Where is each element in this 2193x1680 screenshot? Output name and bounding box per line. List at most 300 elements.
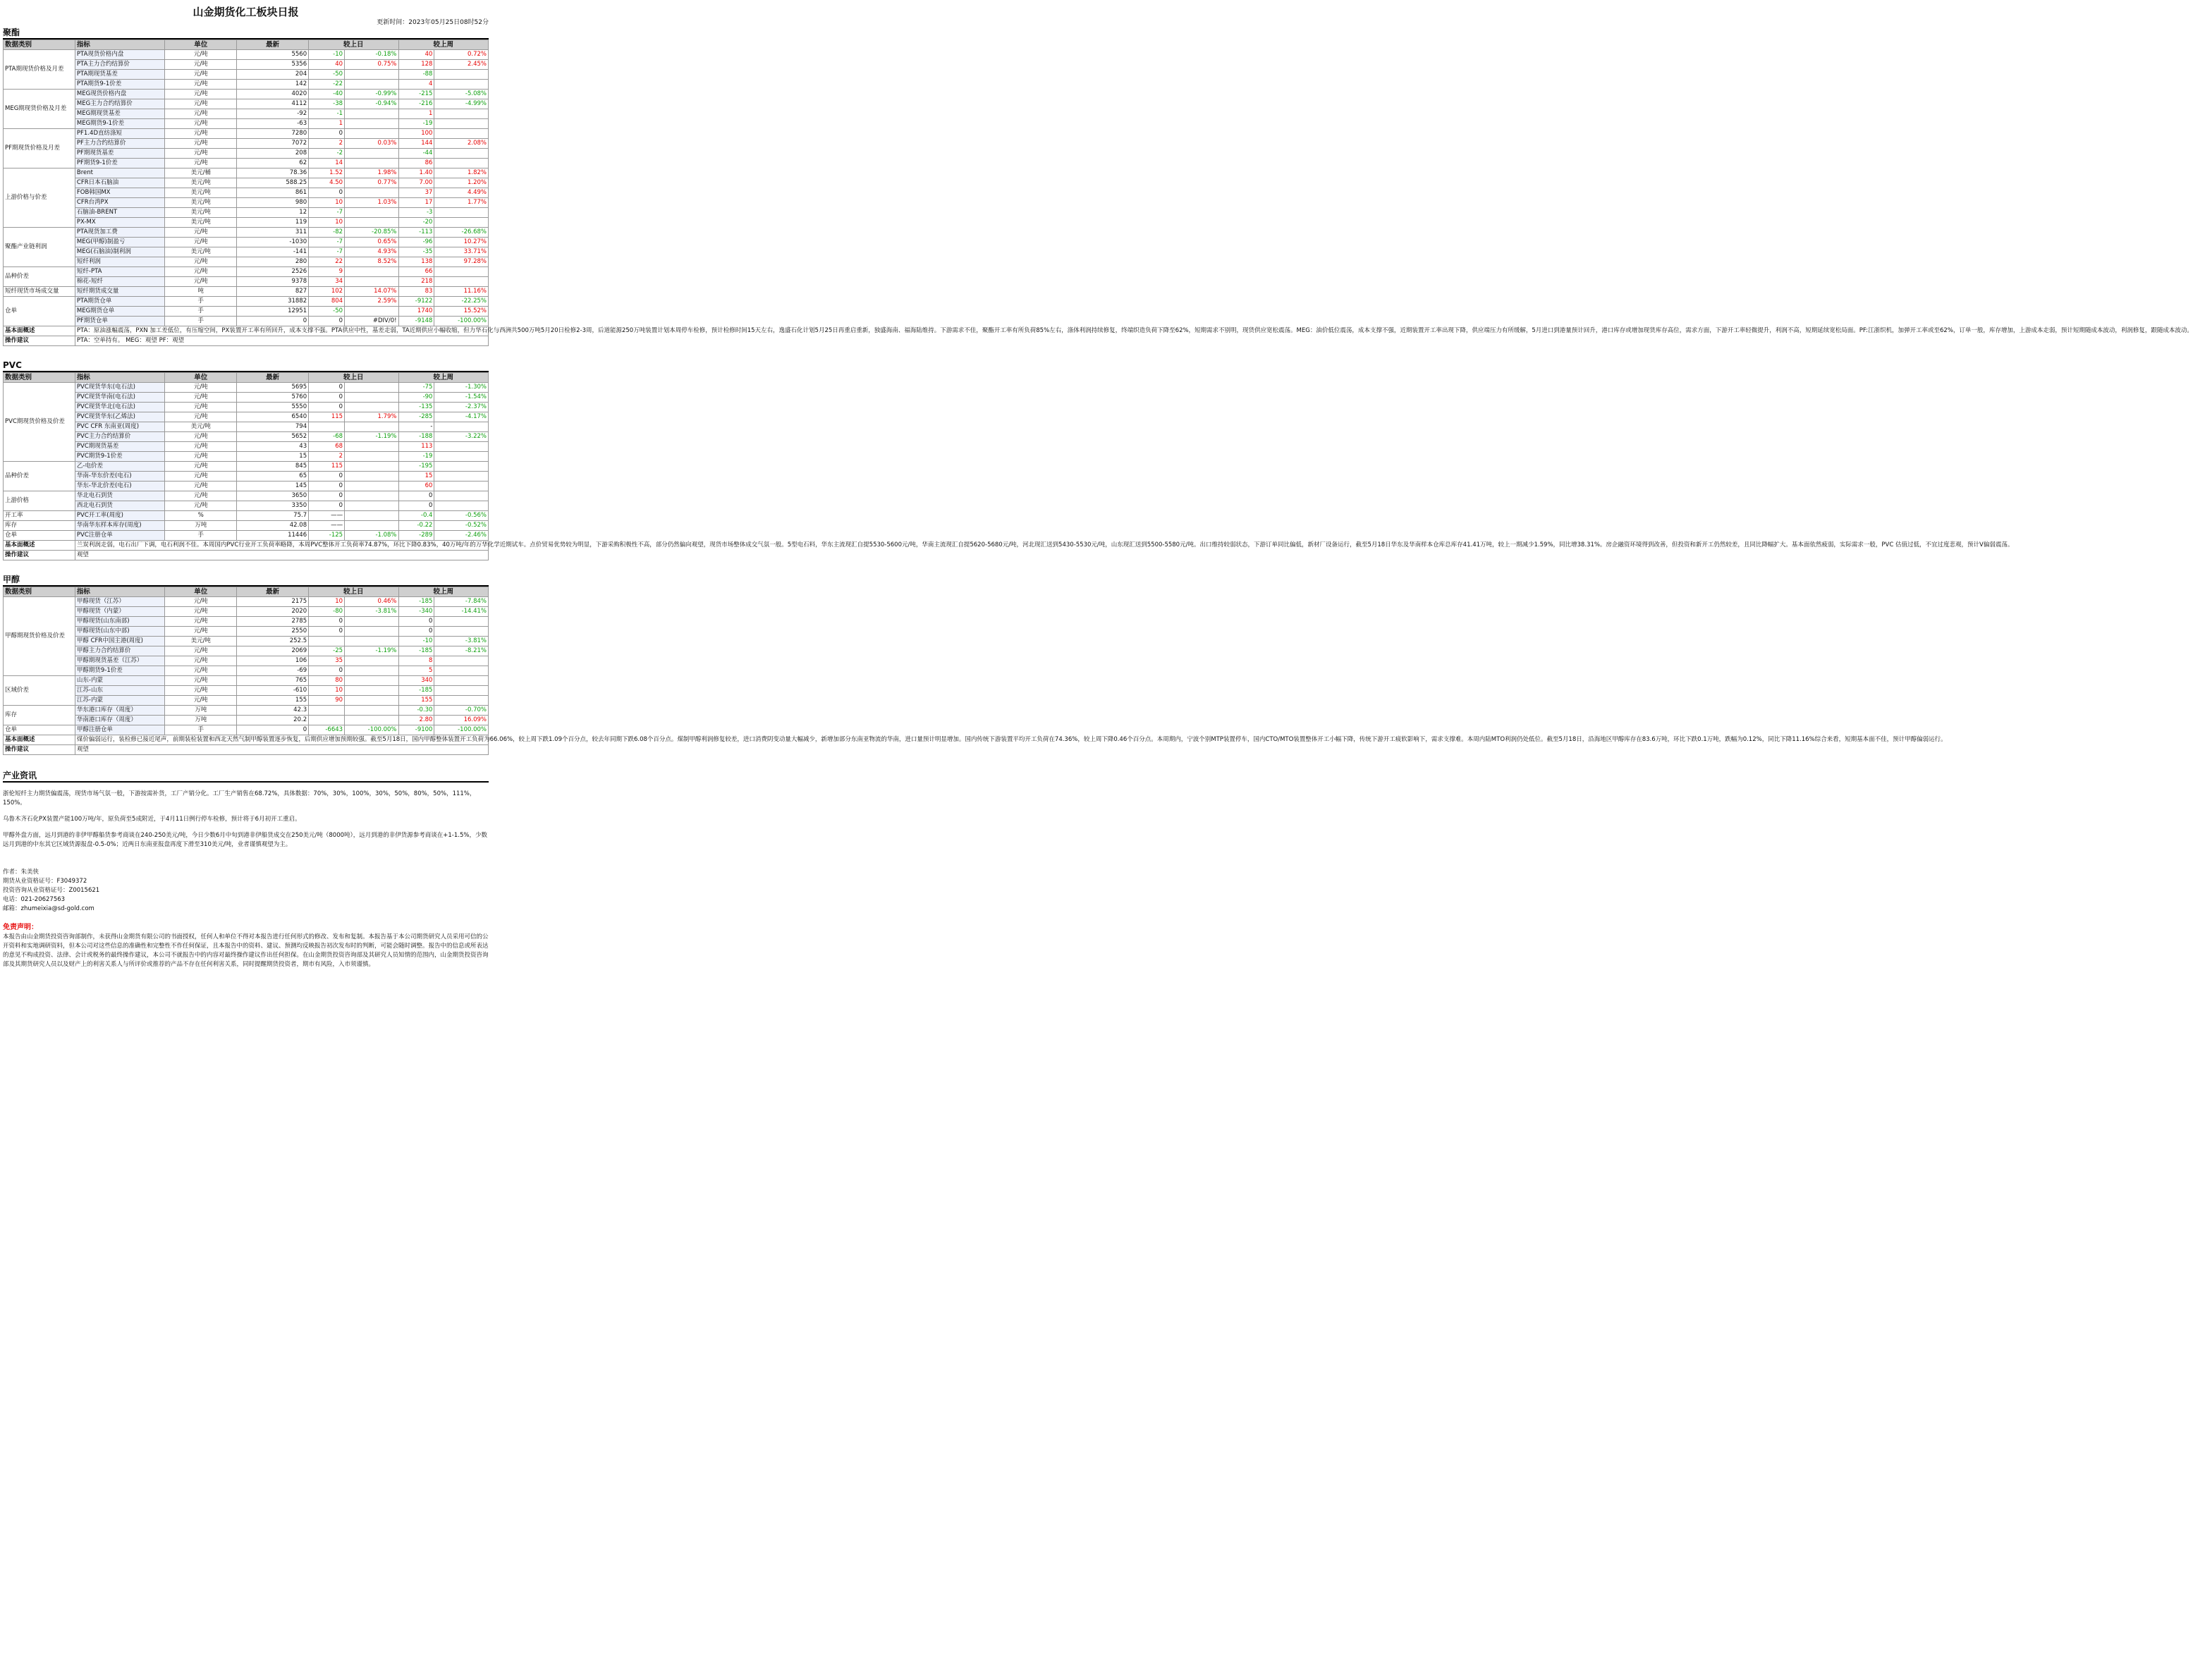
indicator-cell: PTA期货9-1价差 [75,80,164,90]
author-block [3,868,489,914]
change-pct-cell [345,696,398,706]
change-pct-cell: 0.75% [345,60,398,70]
change-pct-cell [434,277,489,287]
unit-cell: 元/吨 [165,656,237,666]
table-row [4,725,489,735]
latest-cell: 75.7 [237,511,309,521]
latest-cell: 252.5 [237,637,309,646]
author-license: 期货从业资格证号：F3049372 [3,878,87,885]
category-cell: 库存 [4,521,75,531]
unit-cell: 美元/吨 [165,198,237,208]
change-pct-cell: -0.52% [434,521,489,531]
unit-cell: 元/吨 [165,607,237,617]
change-value-cell: 1.52 [309,168,345,178]
change-pct-cell: -100.00% [434,317,489,326]
category-cell: 短纤现货市场成交量 [4,287,75,297]
table-row [4,317,489,326]
category-cell: 开工率 [4,511,75,521]
table-row [4,716,489,725]
change-pct-cell [434,129,489,139]
indicator-cell: PTA现货加工费 [75,228,164,238]
change-pct-cell [434,686,489,696]
change-pct-cell [434,422,489,432]
change-pct-cell: -7.84% [434,597,489,607]
indicator-cell: PVC现货华南(电石法) [75,393,164,403]
change-value-cell: 7.00 [398,178,434,188]
indicator-cell: PTA期现货基差 [75,70,164,80]
change-value-cell: 0 [309,317,345,326]
latest-cell: 11446 [237,531,309,541]
table-row [4,307,489,317]
category-cell: PF期现货价格及月差 [4,129,75,168]
change-pct-cell [345,218,398,228]
unit-cell: 元/吨 [165,139,237,149]
change-value-cell: 144 [398,139,434,149]
change-value-cell: - [398,422,434,432]
change-value-cell: 34 [309,277,345,287]
latest-cell: 142 [237,80,309,90]
change-pct-cell: -100.00% [434,725,489,735]
unit-cell: 美元/桶 [165,168,237,178]
change-pct-cell [434,218,489,228]
change-pct-cell [434,676,489,686]
table-row [4,462,489,472]
unit-cell: 美元/吨 [165,208,237,218]
change-value-cell: -50 [309,70,345,80]
latest-cell: 12 [237,208,309,218]
unit-cell: 元/吨 [165,482,237,491]
category-cell: 库存 [4,706,75,725]
change-value-cell [309,706,345,716]
change-pct-cell [345,70,398,80]
indicator-cell: PVC现货华东(乙烯法) [75,412,164,422]
latest-cell: 588.25 [237,178,309,188]
change-value-cell: -185 [398,686,434,696]
change-value-cell: -6643 [309,725,345,735]
latest-cell: 31882 [237,297,309,307]
indicator-cell: MEG期货9-1价差 [75,119,164,129]
change-pct-cell: -1.30% [434,383,489,393]
change-pct-cell [434,696,489,706]
change-value-cell: 40 [398,50,434,60]
latest-cell: 119 [237,218,309,228]
latest-cell: -610 [237,686,309,696]
indicator-cell: PVC期货9-1价差 [75,452,164,462]
change-value-cell [309,716,345,725]
latest-cell: 204 [237,70,309,80]
column-header: 较上周 [398,40,488,50]
latest-cell: 208 [237,149,309,159]
latest-cell: -1030 [237,238,309,247]
change-pct-cell [345,521,398,531]
table-row [4,686,489,696]
change-value-cell: -9148 [398,317,434,326]
unit-cell: 元/吨 [165,452,237,462]
indicator-cell: PVC CFR 东南亚(周度) [75,422,164,432]
change-pct-cell [345,403,398,412]
table-row [4,198,489,208]
category-cell: PVC期现货价格及价差 [4,383,75,462]
report-page [3,0,2193,969]
category-cell: 聚酯产业链利润 [4,228,75,267]
change-pct-cell [434,617,489,627]
category-cell: 上游价格与价差 [4,168,75,228]
latest-cell: 145 [237,482,309,491]
change-value-cell: 115 [309,412,345,422]
unit-cell: 元/吨 [165,70,237,80]
table-row [4,393,489,403]
latest-cell: 12951 [237,307,309,317]
change-pct-cell [434,452,489,462]
advice-label: 操作建议 [4,551,75,560]
change-pct-cell [434,267,489,277]
industry-title: 产业资讯 [3,771,489,783]
report-title: 山金期货化工板块日报 [193,6,299,18]
change-pct-cell [345,383,398,393]
unit-cell: 元/吨 [165,60,237,70]
table-row [4,218,489,228]
change-pct-cell: 0.65% [345,238,398,247]
change-value-cell: -215 [398,90,434,99]
table-row [4,501,489,511]
change-pct-cell: -5.08% [434,90,489,99]
unit-cell: 元/吨 [165,257,237,267]
latest-cell: 20.2 [237,716,309,725]
indicator-cell: 甲醇现货(山东南部) [75,617,164,627]
change-pct-cell: 2.59% [345,297,398,307]
change-value-cell [309,637,345,646]
change-pct-cell [345,686,398,696]
change-value-cell: -10 [398,637,434,646]
latest-cell: 5695 [237,383,309,393]
change-value-cell: 22 [309,257,345,267]
change-value-cell: 804 [309,297,345,307]
category-cell: MEG期现货价格及月差 [4,90,75,129]
overview-row [4,735,489,745]
latest-cell: 6540 [237,412,309,422]
column-header: 较上日 [309,587,398,597]
change-pct-cell: #DIV/0! [345,317,398,326]
change-pct-cell: 1.98% [345,168,398,178]
change-pct-cell: 4.93% [345,247,398,257]
industry-para: 甲醇外盘方面，远月到港的非伊甲醇船货参考商谈在240-250美元/吨，今日少数6月中旬到港非伊船货成交在250美元/吨（8000吨），远月到港的非伊货源参考商谈在+1-1.5%，少数远月到港的中东其它区域货源报盘-0.5-0%；近两日东南亚报盘再度下滑至310美元/吨，业者谨慎观望为主。 [3,832,487,848]
change-value-cell: 102 [309,287,345,297]
change-value-cell: 0 [309,482,345,491]
change-pct-cell [434,208,489,218]
table-row [4,287,489,297]
unit-cell: 吨 [165,287,237,297]
change-value-cell: 100 [398,129,434,139]
change-pct-cell [345,637,398,646]
latest-cell: -69 [237,666,309,676]
indicator-cell: 短纤利润 [75,257,164,267]
indicator-cell: CFR台湾PX [75,198,164,208]
table-row [4,70,489,80]
change-pct-cell [345,627,398,637]
unit-cell: 美元/吨 [165,247,237,257]
change-value-cell: -82 [309,228,345,238]
table-row [4,80,489,90]
latest-cell: 5560 [237,50,309,60]
indicator-cell: 华南-华东价差(电石) [75,472,164,482]
unit-cell: 元/吨 [165,412,237,422]
category-cell: 品种价差 [4,462,75,491]
change-value-cell: 2 [309,452,345,462]
change-pct-cell: 97.28% [434,257,489,267]
latest-cell: 7072 [237,139,309,149]
change-value-cell: 9 [309,267,345,277]
unit-cell: 元/吨 [165,597,237,607]
latest-cell: 43 [237,442,309,452]
latest-cell: 5652 [237,432,309,442]
overview-label: 基本面概述 [4,735,75,745]
indicator-cell: 甲醇现货（江苏） [75,597,164,607]
change-value-cell: -68 [309,432,345,442]
column-header: 最新 [237,373,309,383]
latest-cell: 155 [237,696,309,706]
table-row [4,90,489,99]
section-title: 聚酯 [3,27,489,39]
change-value-cell: 0 [309,666,345,676]
unit-cell: 元/吨 [165,676,237,686]
change-value-cell: -10 [309,50,345,60]
author-consult-license: 投资咨询从业资格证号：Z0015621 [3,887,100,894]
table-row [4,617,489,627]
change-pct-cell [434,462,489,472]
change-value-cell: 4 [398,80,434,90]
change-value-cell: 35 [309,656,345,666]
change-value-cell: 0 [309,188,345,198]
change-value-cell: -22 [309,80,345,90]
change-value-cell: 2 [309,139,345,149]
change-pct-cell [345,666,398,676]
column-header: 数据类别 [4,373,75,383]
unit-cell: 元/吨 [165,617,237,627]
unit-cell: 万吨 [165,716,237,725]
change-value-cell: 0 [309,491,345,501]
column-header: 指标 [75,587,164,597]
latest-cell: 2526 [237,267,309,277]
change-value-cell: 60 [398,482,434,491]
change-value-cell: -88 [398,70,434,80]
data-table [3,39,2193,346]
table-row [4,637,489,646]
change-value-cell: 115 [309,462,345,472]
unit-cell: 元/吨 [165,432,237,442]
indicator-cell: 石脑油-BRENT [75,208,164,218]
indicator-cell: 华南港口库存（周度） [75,716,164,725]
change-pct-cell [345,676,398,686]
change-value-cell: -75 [398,383,434,393]
column-header: 最新 [237,587,309,597]
change-value-cell: 17 [398,198,434,208]
latest-cell: 861 [237,188,309,198]
table-row [4,531,489,541]
change-value-cell: 0 [309,501,345,511]
advice-text: 观望 [75,745,488,755]
table-row [4,383,489,393]
change-pct-cell [345,501,398,511]
change-value-cell: -1 [309,109,345,119]
change-pct-cell: 16.09% [434,716,489,725]
category-cell: 品种价差 [4,267,75,287]
change-value-cell: 10 [309,686,345,696]
indicator-cell: MEG期现货基差 [75,109,164,119]
table-row [4,50,489,60]
change-value-cell: 68 [309,442,345,452]
change-pct-cell [434,119,489,129]
column-header: 最新 [237,40,309,50]
change-value-cell: 1740 [398,307,434,317]
change-value-cell: 4.50 [309,178,345,188]
indicator-cell: PVC期现货基差 [75,442,164,452]
change-pct-cell: 10.27% [434,238,489,247]
change-pct-cell: 0.03% [345,139,398,149]
change-value-cell: 83 [398,287,434,297]
latest-cell: 827 [237,287,309,297]
column-header: 单位 [165,373,237,383]
latest-cell: 9378 [237,277,309,287]
overview-label: 基本面概述 [4,541,75,551]
latest-cell: 42.08 [237,521,309,531]
change-pct-cell: -1.08% [345,531,398,541]
change-pct-cell [434,149,489,159]
section-title: 甲醇 [3,575,489,587]
indicator-cell: 甲醇主力合约结算价 [75,646,164,656]
overview-text: 兰炭利润走弱，电石出厂下调，电石利润不佳。本周国内PVC行业开工负荷率略降，本周PVC整体开工负荷率74.87%，环比下降0.83%，40万吨/年的万华化学近期试车。点价贸易优势较为明显，下游采购积极性不高，部分仍然偏向观望，现货市场整体成交气氛一般。5型电石料，华东主流现汇自提5530-5600元/吨，华南主流现汇自提5620-5680元/吨，河北现汇送到5430-5530元/吨，山东现汇送到5500-5580元/吨。出口维持较弱状态，下游订单同比偏低，新材厂设备运行，截至5月18日华东及华南样本仓库总库存41.41万吨，较上一期减少1.59%，同比增38.31%。房企融资环境得到改善，但投资和新开工仍然较差，且同比降幅扩大。基本面依然疲弱，实际需求一般，PVC 估值过低，不宜过度悲观，预计V偏弱震荡。 [75,541,488,551]
change-pct-cell [345,482,398,491]
change-pct-cell: 0.77% [345,178,398,188]
advice-label: 操作建议 [4,336,75,346]
change-value-cell: -3 [398,208,434,218]
change-value-cell: -185 [398,646,434,656]
change-value-cell: 0 [309,383,345,393]
column-header: 数据类别 [4,40,75,50]
unit-cell: 美元/吨 [165,178,237,188]
unit-cell: 元/吨 [165,686,237,696]
unit-cell: 元/吨 [165,696,237,706]
change-pct-cell [434,70,489,80]
change-pct-cell [345,716,398,725]
indicator-cell: 山东-内蒙 [75,676,164,686]
category-cell: 区域价差 [4,676,75,706]
change-value-cell: -195 [398,462,434,472]
change-value-cell: -44 [398,149,434,159]
unit-cell: 元/吨 [165,501,237,511]
indicator-cell: PVC开工率(周度) [75,511,164,521]
latest-cell: 2550 [237,627,309,637]
sections-container [3,27,2193,755]
change-value-cell: 155 [398,696,434,706]
change-value-cell: -216 [398,99,434,109]
unit-cell: 元/吨 [165,159,237,168]
column-header: 单位 [165,587,237,597]
latest-cell: -63 [237,119,309,129]
table-row [4,228,489,238]
indicator-cell: MEG期货仓单 [75,307,164,317]
column-header: 数据类别 [4,587,75,597]
table-row [4,676,489,686]
unit-cell: 手 [165,317,237,326]
change-pct-cell [345,149,398,159]
change-pct-cell [434,472,489,482]
change-value-cell: 40 [309,60,345,70]
change-value-cell: 2.80 [398,716,434,725]
change-value-cell: 5 [398,666,434,676]
latest-cell: 62 [237,159,309,168]
change-pct-cell: 33.71% [434,247,489,257]
unit-cell: 元/吨 [165,277,237,287]
unit-cell: 美元/吨 [165,188,237,198]
table-row [4,627,489,637]
change-value-cell: -38 [309,99,345,109]
column-header: 较上周 [398,587,488,597]
indicator-cell: 甲醇期现货基差（江苏） [75,656,164,666]
change-pct-cell: -0.99% [345,90,398,99]
indicator-cell: 短纤期货成交量 [75,287,164,297]
advice-row [4,745,489,755]
unit-cell: 手 [165,297,237,307]
latest-cell: 5760 [237,393,309,403]
latest-cell: 3350 [237,501,309,511]
latest-cell: 15 [237,452,309,462]
overview-row [4,326,489,336]
overview-row [4,541,489,551]
indicator-cell: MEG主力合约结算价 [75,99,164,109]
change-pct-cell [434,109,489,119]
latest-cell: 42.3 [237,706,309,716]
overview-label: 基本面概述 [4,326,75,336]
column-header: 指标 [75,373,164,383]
disclaimer-title: 免责声明： [3,924,38,931]
change-pct-cell: 2.08% [434,139,489,149]
column-header: 指标 [75,40,164,50]
indicator-cell: PVC注册仓单 [75,531,164,541]
change-pct-cell: -26.68% [434,228,489,238]
change-pct-cell [345,442,398,452]
category-cell: 仓单 [4,725,75,735]
latest-cell: 5550 [237,403,309,412]
change-pct-cell [434,482,489,491]
indicator-cell: 华东-华北价差(电石) [75,482,164,491]
unit-cell: 手 [165,307,237,317]
change-value-cell: 0 [398,617,434,627]
change-pct-cell: -8.21% [434,646,489,656]
indicator-cell: PVC现货华北(电石法) [75,403,164,412]
change-value-cell: 218 [398,277,434,287]
change-pct-cell: 8.52% [345,257,398,267]
indicator-cell: 华东港口库存（周度） [75,706,164,716]
change-pct-cell [434,159,489,168]
table-row [4,178,489,188]
change-pct-cell: -100.00% [345,725,398,735]
change-value-cell: 10 [309,218,345,228]
category-cell: 仓单 [4,297,75,326]
change-value-cell: -9122 [398,297,434,307]
change-pct-cell [434,666,489,676]
change-pct-cell: 11.16% [434,287,489,297]
change-pct-cell: -1.19% [345,432,398,442]
table-row [4,442,489,452]
change-pct-cell [345,267,398,277]
change-value-cell: 340 [398,676,434,686]
change-value-cell: -185 [398,597,434,607]
indicator-cell: 江苏-山东 [75,686,164,696]
indicator-cell: PVC现货华东(电石法) [75,383,164,393]
table-row [4,656,489,666]
change-value-cell: -7 [309,247,345,257]
change-pct-cell: -3.81% [434,637,489,646]
